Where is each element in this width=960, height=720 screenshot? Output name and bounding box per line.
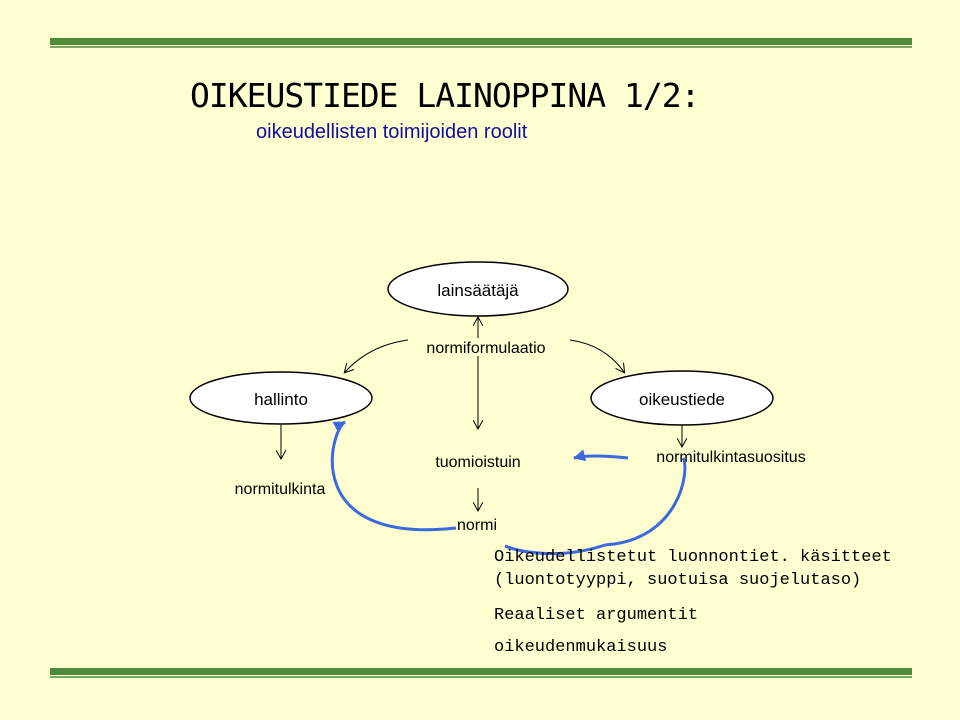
- bottom-rule: [50, 668, 912, 675]
- node-hallinto: [190, 372, 372, 424]
- notes-block: [494, 548, 892, 657]
- node-oikeustiede-label: oikeustiede: [638, 390, 726, 409]
- blue-arrow-to-hallinto: [332, 422, 456, 530]
- slide-title: OIKEUSTIEDE LAINOPPINA 1/2:: [190, 76, 700, 115]
- note-line-2: (luontotyyppi, suotuisa suojelutaso): [494, 571, 862, 590]
- label-normiformulaatio: normiformulaatio: [426, 340, 546, 357]
- node-lainsaataja-label: lainsäätäjä: [437, 281, 519, 300]
- note-line-3: Reaaliset argumentit: [494, 606, 699, 625]
- label-normitulkinta: normitulkinta: [234, 481, 326, 498]
- label-normitulkintasuositus: normitulkintasuositus: [656, 449, 806, 466]
- arrow-to-oikeustiede: [570, 340, 624, 372]
- slide-subtitle: oikeudellisten toimijoiden roolit: [256, 121, 528, 143]
- label-tuomioistuin: tuomioistuin: [435, 454, 521, 471]
- node-oikeustiede: [591, 371, 773, 425]
- note-line-4: oikeudenmukaisuus: [494, 638, 668, 657]
- blue-curve-from-oikeustiede: [605, 458, 685, 545]
- note-line-1: Oikeudellistetut luonnontiet. käsitteet: [494, 548, 892, 567]
- blue-arrow-to-tuomioistuin: [574, 456, 628, 458]
- bottom-rule-thin: [50, 676, 912, 678]
- node-hallinto-label: hallinto: [254, 390, 308, 409]
- node-lainsaataja: [388, 262, 568, 316]
- arrow-to-hallinto: [345, 340, 408, 372]
- label-normi: normi: [456, 517, 498, 534]
